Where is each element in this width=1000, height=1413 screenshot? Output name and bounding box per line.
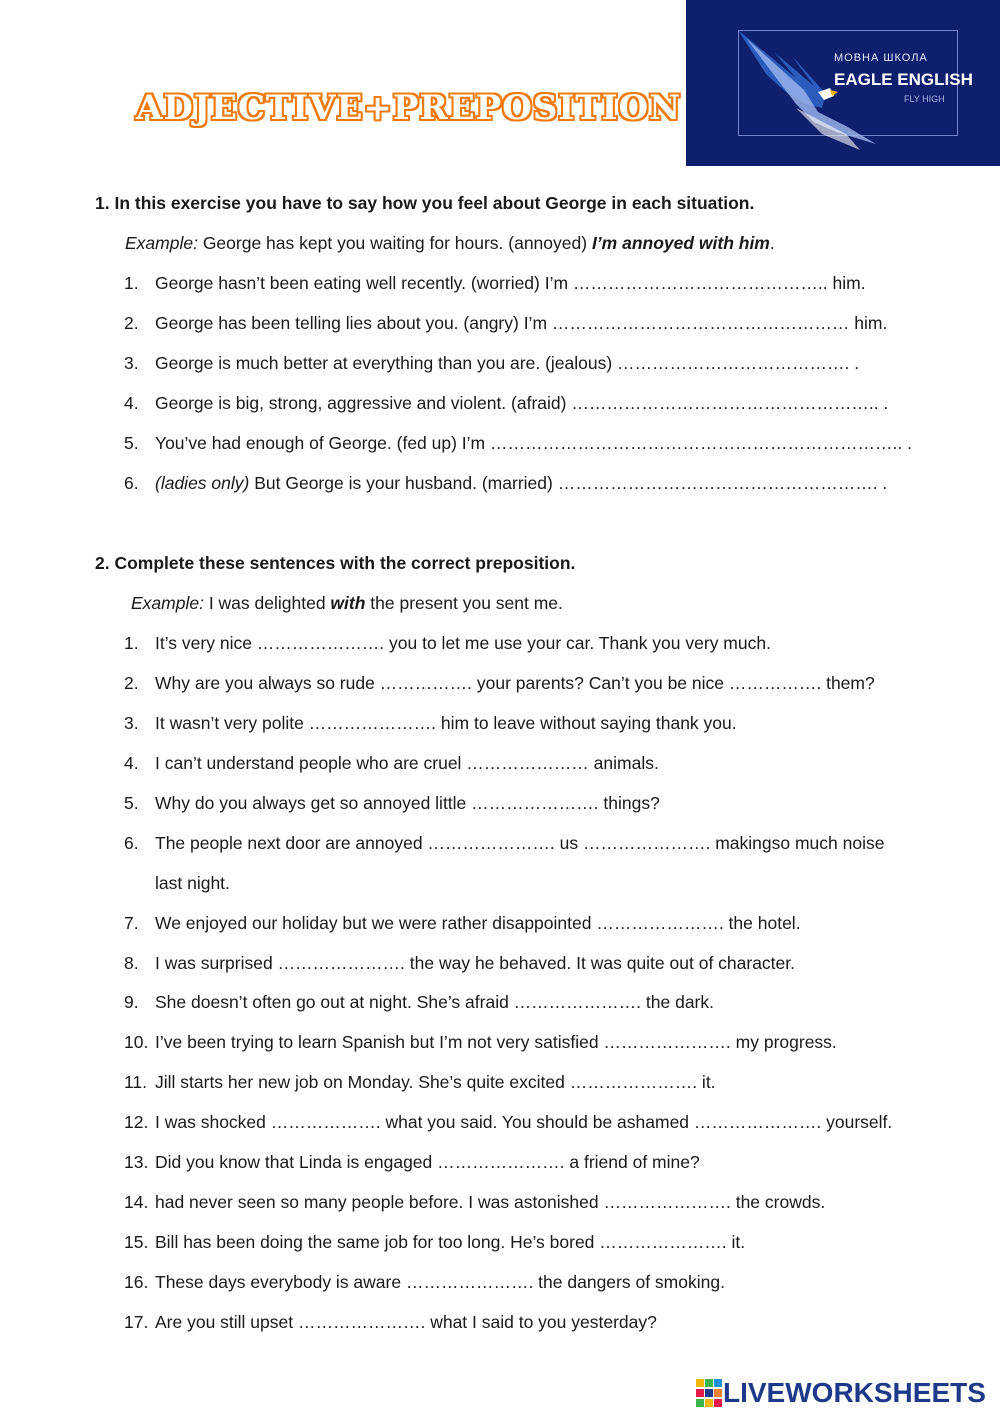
item-number: 4. bbox=[124, 393, 139, 413]
exercise-1-item: George is big, strong, aggressive and violent. (afraid) …………………………………………….. . bbox=[155, 393, 889, 413]
item-number: 1. bbox=[124, 273, 139, 293]
exercise-2-item: Why are you always so rude ……………. your parents? Can’t you be nice ……………. them? bbox=[155, 673, 875, 693]
liveworksheets-brand: LIVEWORKSHEETS bbox=[723, 1377, 986, 1408]
item-number: 1. bbox=[124, 633, 139, 653]
example-answer: I’m annoyed with him bbox=[591, 233, 770, 253]
item-italic-note: (ladies only) bbox=[155, 473, 250, 493]
exercise-2-item: It wasn’t very polite …………………. him to leave without saying thank you. bbox=[155, 713, 737, 733]
example-answer: with bbox=[330, 593, 366, 613]
exercise-2-heading: 2. Complete these sentences with the correct preposition. bbox=[95, 553, 576, 573]
exercise-1-item: George is much better at everything than you are. (jealous) …………………………………. . bbox=[155, 353, 860, 373]
logo-tagline: FLY HIGH bbox=[904, 94, 945, 104]
example-end: the present you sent me. bbox=[365, 593, 563, 613]
item-number: 13. bbox=[124, 1152, 149, 1172]
item-number: 4. bbox=[124, 753, 139, 773]
exercise-2-item: Jill starts her new job on Monday. She’s quite excited …………………. it. bbox=[155, 1072, 716, 1092]
item-number: 2. bbox=[124, 313, 139, 333]
exercise-2-item: These days everybody is aware …………………. the dangers of smoking. bbox=[155, 1272, 725, 1292]
item-number: 17. bbox=[124, 1312, 149, 1332]
example-text: I was delighted bbox=[203, 593, 331, 613]
item-number: 9. bbox=[124, 992, 139, 1012]
item-number: 3. bbox=[124, 713, 139, 733]
item-number: 7. bbox=[124, 913, 139, 933]
logo-school-label: МОВНА ШКОЛА bbox=[834, 52, 928, 64]
school-logo bbox=[686, 0, 1000, 166]
item-number: 6. bbox=[124, 473, 139, 493]
exercise-2-item: I was shocked ………………. what you said. You should be ashamed …………………. yourself. bbox=[155, 1112, 893, 1132]
exercise-1-example bbox=[125, 233, 775, 254]
exercise-2-item: The people next door are annoyed …………………. us …………………. makingso much noise bbox=[155, 833, 885, 853]
example-label: Example: bbox=[125, 233, 198, 253]
exercise-2-item: Are you still upset …………………. what I said to you yesterday? bbox=[155, 1312, 657, 1332]
example-text: George has kept you waiting for hours. (annoyed) bbox=[197, 233, 592, 253]
item-number: 2. bbox=[124, 673, 139, 693]
item-number: 5. bbox=[124, 433, 139, 453]
item-number: 5. bbox=[124, 793, 139, 813]
logo-school-name: EAGLE ENGLISH bbox=[834, 70, 973, 89]
item-number: 11. bbox=[124, 1072, 148, 1092]
liveworksheets-icon bbox=[696, 1379, 722, 1407]
exercise-1-item: George hasn’t been eating well recently. (worried) I’m …………………………………….. him. bbox=[155, 273, 866, 293]
item-number: 15. bbox=[124, 1232, 149, 1252]
example-end: . bbox=[769, 233, 775, 253]
exercise-2-item: Did you know that Linda is engaged …………………. a friend of mine? bbox=[155, 1152, 700, 1172]
exercise-1-item: You’ve had enough of George. (fed up) I’m …………………………………………………………….. . bbox=[155, 433, 912, 453]
page-title: ADJECTIVE+PREPOSITION bbox=[136, 88, 682, 128]
exercise-2-item: I’ve been trying to learn Spanish but I’m not very satisfied …………………. my progress. bbox=[155, 1032, 837, 1052]
item-text: But George is your husband. (married) ………………………………………………. . bbox=[249, 473, 888, 493]
exercise-2-item: I was surprised …………………. the way he behaved. It was quite out of character. bbox=[155, 953, 796, 973]
exercise-2-item: Why do you always get so annoyed little …………………. things? bbox=[155, 793, 660, 813]
exercise-2-item: She doesn’t often go out at night. She’s afraid …………………. the dark. bbox=[155, 992, 715, 1012]
item-number: 6. bbox=[124, 833, 139, 853]
exercise-2-item: It’s very nice …………………. you to let me use your car. Thank you very much. bbox=[155, 633, 771, 653]
exercise-2-item: I can’t understand people who are cruel ………………… animals. bbox=[155, 753, 659, 773]
item-number: 3. bbox=[124, 353, 139, 373]
item-number: 8. bbox=[124, 953, 139, 973]
exercise-2-example bbox=[131, 593, 563, 614]
item-number: 16. bbox=[124, 1272, 149, 1292]
exercise-2-item: Bill has been doing the same job for too long. He’s bored …………………. it. bbox=[155, 1232, 746, 1252]
exercise-2-item: We enjoyed our holiday but we were rather disappointed …………………. the hotel. bbox=[155, 913, 801, 933]
item-number: 12. bbox=[124, 1112, 149, 1132]
exercise-1-heading: 1. In this exercise you have to say how you feel about George in each situation. bbox=[95, 193, 755, 213]
item-number: 10. bbox=[124, 1032, 149, 1052]
exercise-1-item: George has been telling lies about you. (angry) I’m …………………………………………… him. bbox=[155, 313, 888, 333]
exercise-1-item bbox=[155, 473, 887, 494]
example-label: Example: bbox=[131, 593, 204, 613]
item-number: 14. bbox=[124, 1192, 149, 1212]
exercise-2-item-continuation: last night. bbox=[155, 873, 230, 893]
exercise-2-item: had never seen so many people before. I was astonished …………………. the crowds. bbox=[155, 1192, 826, 1212]
